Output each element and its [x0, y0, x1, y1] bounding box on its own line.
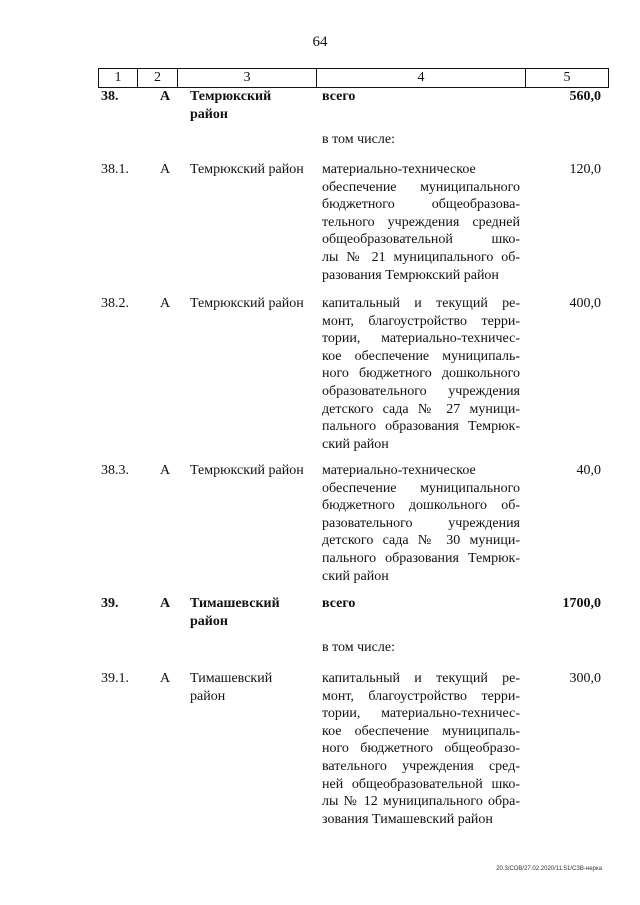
district-name: Темрюкский район [190, 89, 272, 122]
row-category: А [159, 89, 171, 104]
header-col-4: 4 [317, 69, 526, 87]
header-col-2: 2 [138, 69, 178, 87]
row-description: капитальный и текущий ре- монт, благоустройство терри- тории, материально-техничес- кое обеспечение муниципаль- ного бюджетного дошкольного образовательного учреждения детского сада № 27 муници- пального образования Темрюк- ский район [322, 296, 520, 452]
row-amount: 40,0 [576, 463, 601, 478]
row-amount: 120,0 [569, 162, 601, 177]
row-category: А [159, 463, 171, 478]
row-category: А [159, 162, 171, 177]
district-name: Темрюкский район [190, 162, 304, 177]
row-amount: 560,0 [569, 89, 601, 104]
row-description: материально-техническое обеспечение муниципального бюджетного дошкольного об- разовательного учреждения детского сада № 30 муници- пального образования Темрюк- ский район [322, 463, 520, 584]
district-name: Темрюкский район [190, 296, 304, 311]
row-category: А [159, 671, 171, 686]
row-category: А [159, 596, 171, 611]
row-amount: 300,0 [569, 671, 601, 686]
district-name: Тимашевский район [190, 596, 280, 629]
row-category: А [159, 296, 171, 311]
row-number: 39.1. [101, 671, 129, 686]
row-number: 39. [101, 596, 119, 611]
table-header [98, 68, 609, 88]
row-description: капитальный и текущий ре- монт, благоустройство терри- тории, материально-техничес- кое обеспечение муниципаль- ного бюджетного общеобразо- вательного учреждения сред- ней общеобразовательной шко- лы № 12 муниципального обра- зования Тимашевский район [322, 671, 520, 827]
subheading: в том числе: [322, 640, 395, 655]
header-col-1: 1 [99, 69, 138, 87]
header-col-3: 3 [178, 69, 317, 87]
district-name: Тимашевский район [190, 671, 273, 704]
row-amount: 400,0 [569, 296, 601, 311]
row-number: 38. [101, 89, 119, 104]
district-name: Темрюкский район [190, 463, 304, 478]
document-code: 20.3/СОВ/27.02.2020/11:51/СЗВ-нерка [496, 866, 602, 872]
page-number: 64 [312, 34, 328, 50]
subheading: в том числе: [322, 132, 395, 147]
row-description: всего [322, 596, 356, 611]
row-number: 38.2. [101, 296, 129, 311]
row-number: 38.1. [101, 162, 129, 177]
row-description: материально-техническое обеспечение муниципального бюджетного общеобразова- тельного учреждения средней общеобразовательной шко- лы № 21 муниципального об- разования Темрюкский район [322, 162, 520, 283]
row-number: 38.3. [101, 463, 129, 478]
row-description: всего [322, 89, 356, 104]
row-amount: 1700,0 [562, 596, 601, 611]
header-col-5: 5 [526, 69, 609, 87]
